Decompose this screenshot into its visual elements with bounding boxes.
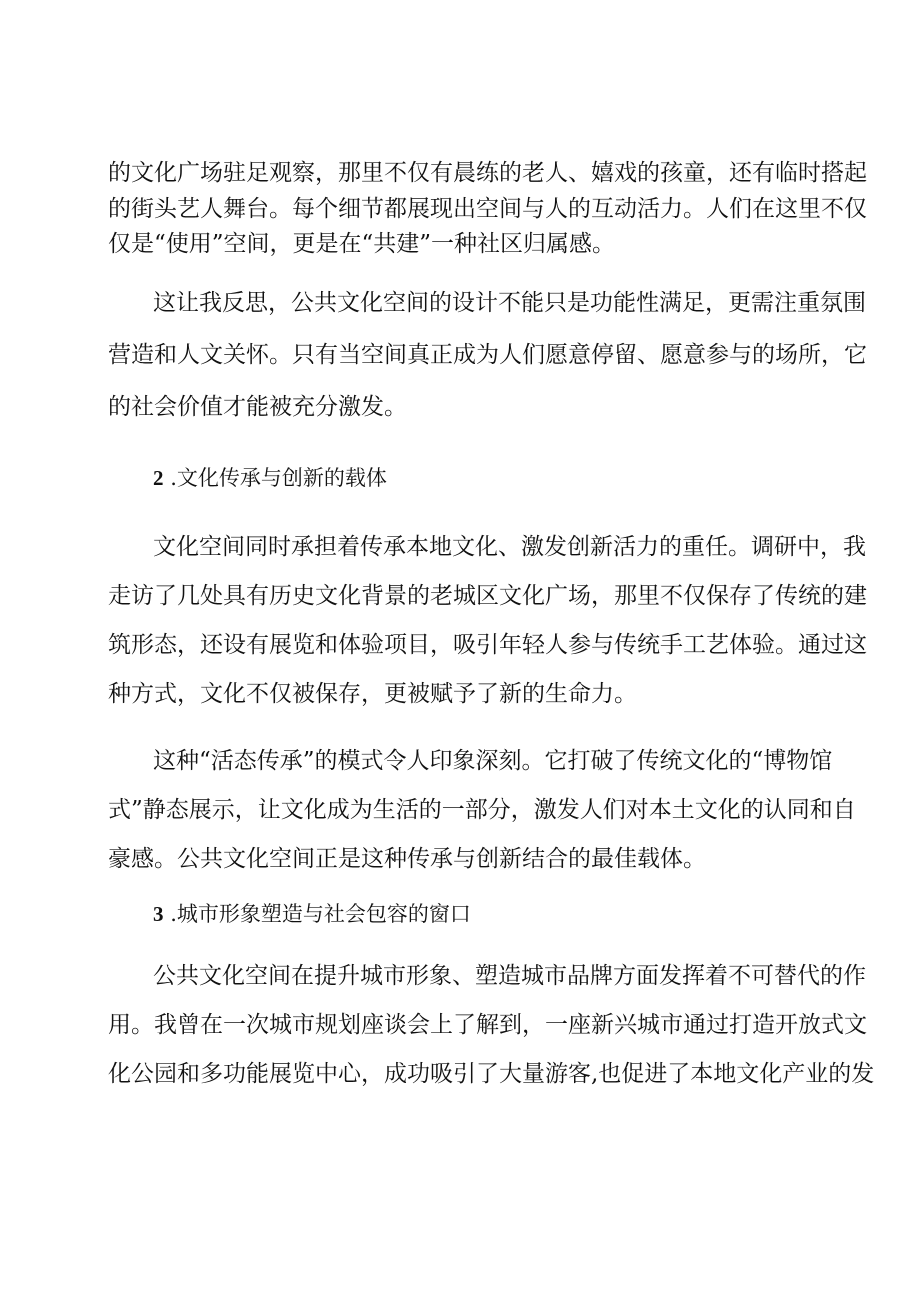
section-title: .文化传承与创新的载体 — [170, 466, 387, 490]
paragraph-line: 的街头艺人舞台。每个细节都展现出空间与人的互动活力。人们在这里不仅 — [108, 196, 867, 222]
paragraph-line: 豪感。公共文化空间正是这种传承与创新结合的最佳载体。 — [108, 846, 706, 872]
section-number: 3 — [153, 902, 164, 926]
section-number: 2 — [153, 466, 164, 490]
paragraph-line: 式”静态展示，让文化成为生活的一部分，激发人们对本土文化的认同和自 — [108, 797, 856, 823]
paragraph-line: 化公园和多功能展览中心，成功吸引了大量游客,也促进了本地文化产业的发 — [108, 1061, 875, 1087]
paragraph-line: 筑形态，还设有展览和体验项目，吸引年轻人参与传统手工艺体验。通过这 — [108, 632, 867, 658]
paragraph-line: 公共文化空间在提升城市形象、塑造城市品牌方面发挥着不可替代的作 — [153, 963, 866, 989]
paragraph-line: 的文化广场驻足观察，那里不仅有晨练的老人、嬉戏的孩童，还有临时搭起 — [108, 160, 867, 186]
paragraph-line: 文化空间同时承担着传承本地文化、激发创新活力的重任。调研中，我 — [153, 534, 866, 560]
section-title: .城市形象塑造与社会包容的窗口 — [170, 902, 471, 926]
section-heading — [0, 899, 920, 929]
paragraph-line: 的社会价值才能被充分激发。 — [108, 394, 407, 420]
paragraph-line: 走访了几处具有历史文化背景的老城区文化广场，那里不仅保存了传统的建 — [108, 583, 867, 609]
paragraph-line: 营造和人文关怀。只有当空间真正成为人们愿意停留、愿意参与的场所，它 — [108, 342, 867, 368]
paragraph-line: 这种“活态传承”的模式令人印象深刻。它打破了传统文化的“博物馆 — [153, 748, 833, 774]
section-heading — [0, 463, 920, 493]
paragraph-line: 种方式，文化不仅被保存，更被赋予了新的生命力。 — [108, 681, 637, 707]
paragraph-line: 用。我曾在一次城市规划座谈会上了解到，一座新兴城市通过打造开放式文 — [108, 1012, 867, 1038]
paragraph-line: 仅是“使用”空间，更是在“共建”一种社区归属感。 — [108, 231, 616, 257]
paragraph-line: 这让我反思，公共文化空间的设计不能只是功能性满足，更需注重氛围 — [153, 290, 866, 316]
